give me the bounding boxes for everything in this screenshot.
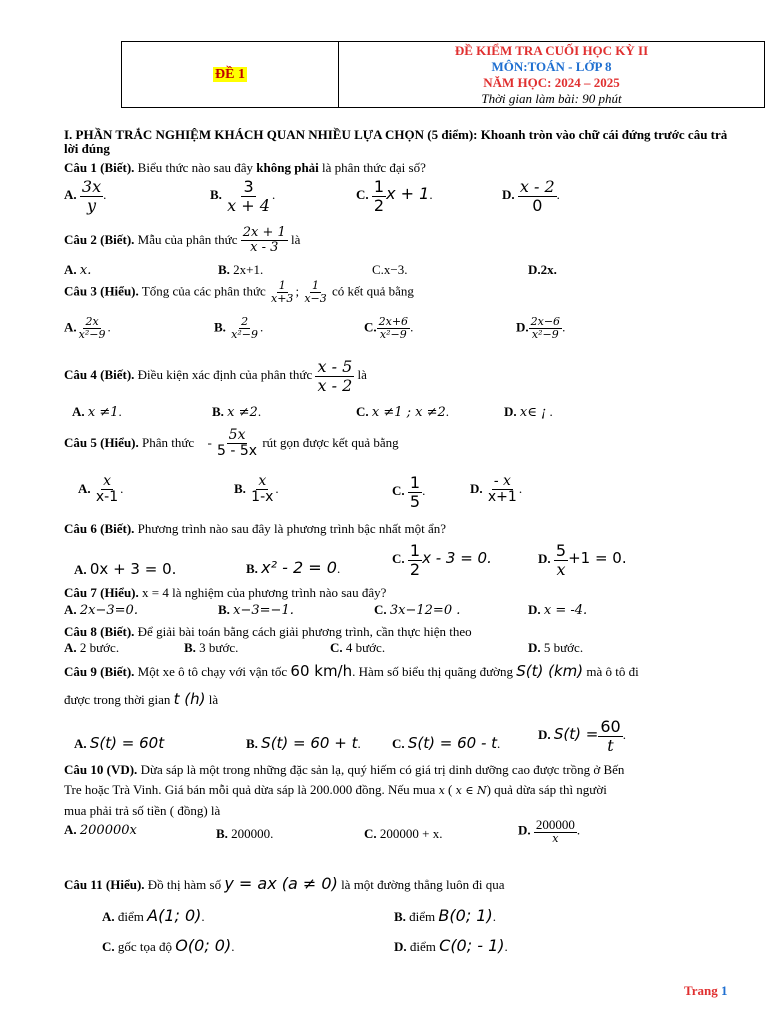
exam-code: ĐỀ 1 [215,66,245,82]
exam-title: ĐỀ KIỂM TRA CUỐI HỌC KỲ II [454,42,649,58]
q11-option-c: C. gốc tọa độ O(0; 0). [102,936,235,955]
q8-option-c: C. 4 bước. [330,640,386,655]
exam-subject: MÔN:TOÁN - LỚP 8 [491,58,612,74]
q7-option-c: C. 3x−12=0 . [374,602,461,618]
exam-info-cell [339,42,765,108]
page-num-value: 1 [720,983,728,998]
q6-option-b: B. x² - 2 = 0. [246,558,341,577]
q5-option-a: A. $\frac{x}{x-1}$ . [78,473,124,506]
q8-option-b: B. 3 bước. [184,640,239,655]
q2-option-d: D.2x. [528,262,557,277]
q9-option-c: C. S(t) = 60 - t. [392,734,501,752]
q8-option-a: A. 2 bước. [64,640,120,655]
question-3: Câu 3 (Hiểu). Tổng của các phân thức $\frac{1}{x+3}$ ; $\frac{1}{x-3}$ có kết quả bằng [64,279,414,306]
question-5: Câu 5 (Hiểu). Phân thức - $\frac{5x}{5 - 5x}$ rút gọn được kết quả bằng [64,427,399,460]
q4-option-c: C. x ≠1 ; x ≠2. [356,404,450,420]
q2-option-b: B. 2x+1. [218,262,264,277]
q9-option-d: D. S(t) = $\frac{60}{t}$ . [538,717,626,755]
question-10: Câu 10 (VD). Dừa sáp là một trong những đặc sản lạ, quý hiếm có giá trị dinh dưỡng cao được trồng ở Bến Tre hoặc Trà Vinh. Giá bán mỗi quả dừa sáp là 200.000 đồng. Nếu mua x ( x ∈ N) quả dừa sáp thì người mua phải trả số tiền ( đồng) là [64,762,625,818]
section-title: I. PHẦN TRẮC NGHIỆM KHÁCH QUAN NHIỀU LỰA CHỌN (5 điểm): Khoanh tròn vào chữ cái đứng trước câu trả lời đúng [64,127,728,156]
question-9: Câu 9 (Biết). Một xe ô tô chạy với vận tốc 60 km/h. Hàm số biểu thị quãng đường S(t) (km) mà ô tô đi [64,662,639,680]
q2-option-c: C.x−3. [372,262,408,277]
q4-option-b: B. x ≠2. [212,404,262,420]
q2-option-a: A. x. [64,262,92,278]
q6-option-a: A. 0x + 3 = 0. [74,560,177,578]
header-table [121,41,765,108]
q3-option-b: B. $\frac{2}{\text{x²−9}}$ . [214,315,264,342]
q1-option-a: A. $\frac{3x}{y}$ . [64,177,107,215]
q10-option-a: A. 200000x [64,822,137,838]
question-6: Câu 6 (Biết). Phương trình nào sau đây là phương trình bậc nhất một ẩn? [64,521,447,536]
q10-option-d: D. $\frac{200000}{x}$ . [518,817,581,846]
q4-option-d: D. x∈ ¡ . [504,404,553,420]
question-2: Câu 2 (Biết). Mẫu của phân thức $\frac{2x + 1}{x - 3}$ là [64,225,301,256]
question-8: Câu 8 (Biết). Để giải bài toán bằng cách giải phương trình, cần thực hiện theo [64,624,472,639]
q3-option-c: C. $\frac{2x+6}{\text{x²−9}}$ . [364,315,414,342]
page-word: Trang [684,983,718,998]
exam-year: NĂM HỌC: 2024 – 2025 [483,74,620,90]
q9-option-b: B. S(t) = 60 + t. [246,734,361,752]
q1-option-b: B. $\frac{3}{x + 4}$ . [210,177,276,215]
q7-option-d: D. x = -4. [528,602,588,618]
q9-option-a: A. S(t) = 60t [74,734,165,752]
question-9-line-2: được trong thời gian t (h) là [64,690,219,708]
q1-option-c: C. $\frac{1}{2}$ x + 1. [356,177,433,215]
q11-option-a: A. điểm A(1; 0). [102,906,205,925]
question-11: Câu 11 (Hiểu). Đồ thị hàm số y = ax (a ≠ 0) là một đường thẳng luôn đi qua [64,874,505,893]
exam-code-cell [122,42,339,108]
q4-option-a: A. x ≠1. [72,404,122,420]
q7-option-a: A. 2x−3=0. [64,602,138,618]
q11-option-b: B. điểm B(0; 1). [394,906,496,925]
q6-option-c: C. $\frac{1}{2}$ x - 3 = 0. [392,541,492,579]
q10-option-c: C. 200000 + x. [364,826,443,841]
q3-option-d: D. $\frac{2x-6}{\text{x²−9}}$ . [516,315,566,342]
q3-option-a: A. $\frac{2x}{\text{x²−9}}$ . [64,315,111,342]
question-1: Câu 1 (Biết). Biểu thức nào sau đây không phải là phân thức đại số? [64,160,426,175]
q5-option-b: B. $\frac{x}{1-x}$ . [234,473,279,506]
question-7: Câu 7 (Hiểu). x = 4 là nghiệm của phương trình nào sau đây? [64,585,387,600]
page-number [684,983,727,999]
q5-option-d: D. $\frac{- x}{x+1}$ . [470,473,523,506]
q11-option-d: D. điểm C(0; - 1). [394,936,508,955]
exam-time: Thời gian làm bài: 90 phút [481,90,622,106]
q6-option-d: D. $\frac{5}{x}$ +1 = 0. [538,541,627,579]
question-4: Câu 4 (Biết). Điều kiện xác định của phân thức $\frac{x - 5}{x - 2}$ là [64,357,367,395]
q10-option-b: B. 200000. [216,826,274,841]
q8-option-d: D. 5 bước. [528,640,584,655]
q7-option-b: B. x−3=−1. [218,602,294,618]
q5-option-c: C. $\frac{1}{5}$ . [392,473,426,511]
q1-option-d: D. $\frac{x - 2}{0}$ . [502,177,560,215]
